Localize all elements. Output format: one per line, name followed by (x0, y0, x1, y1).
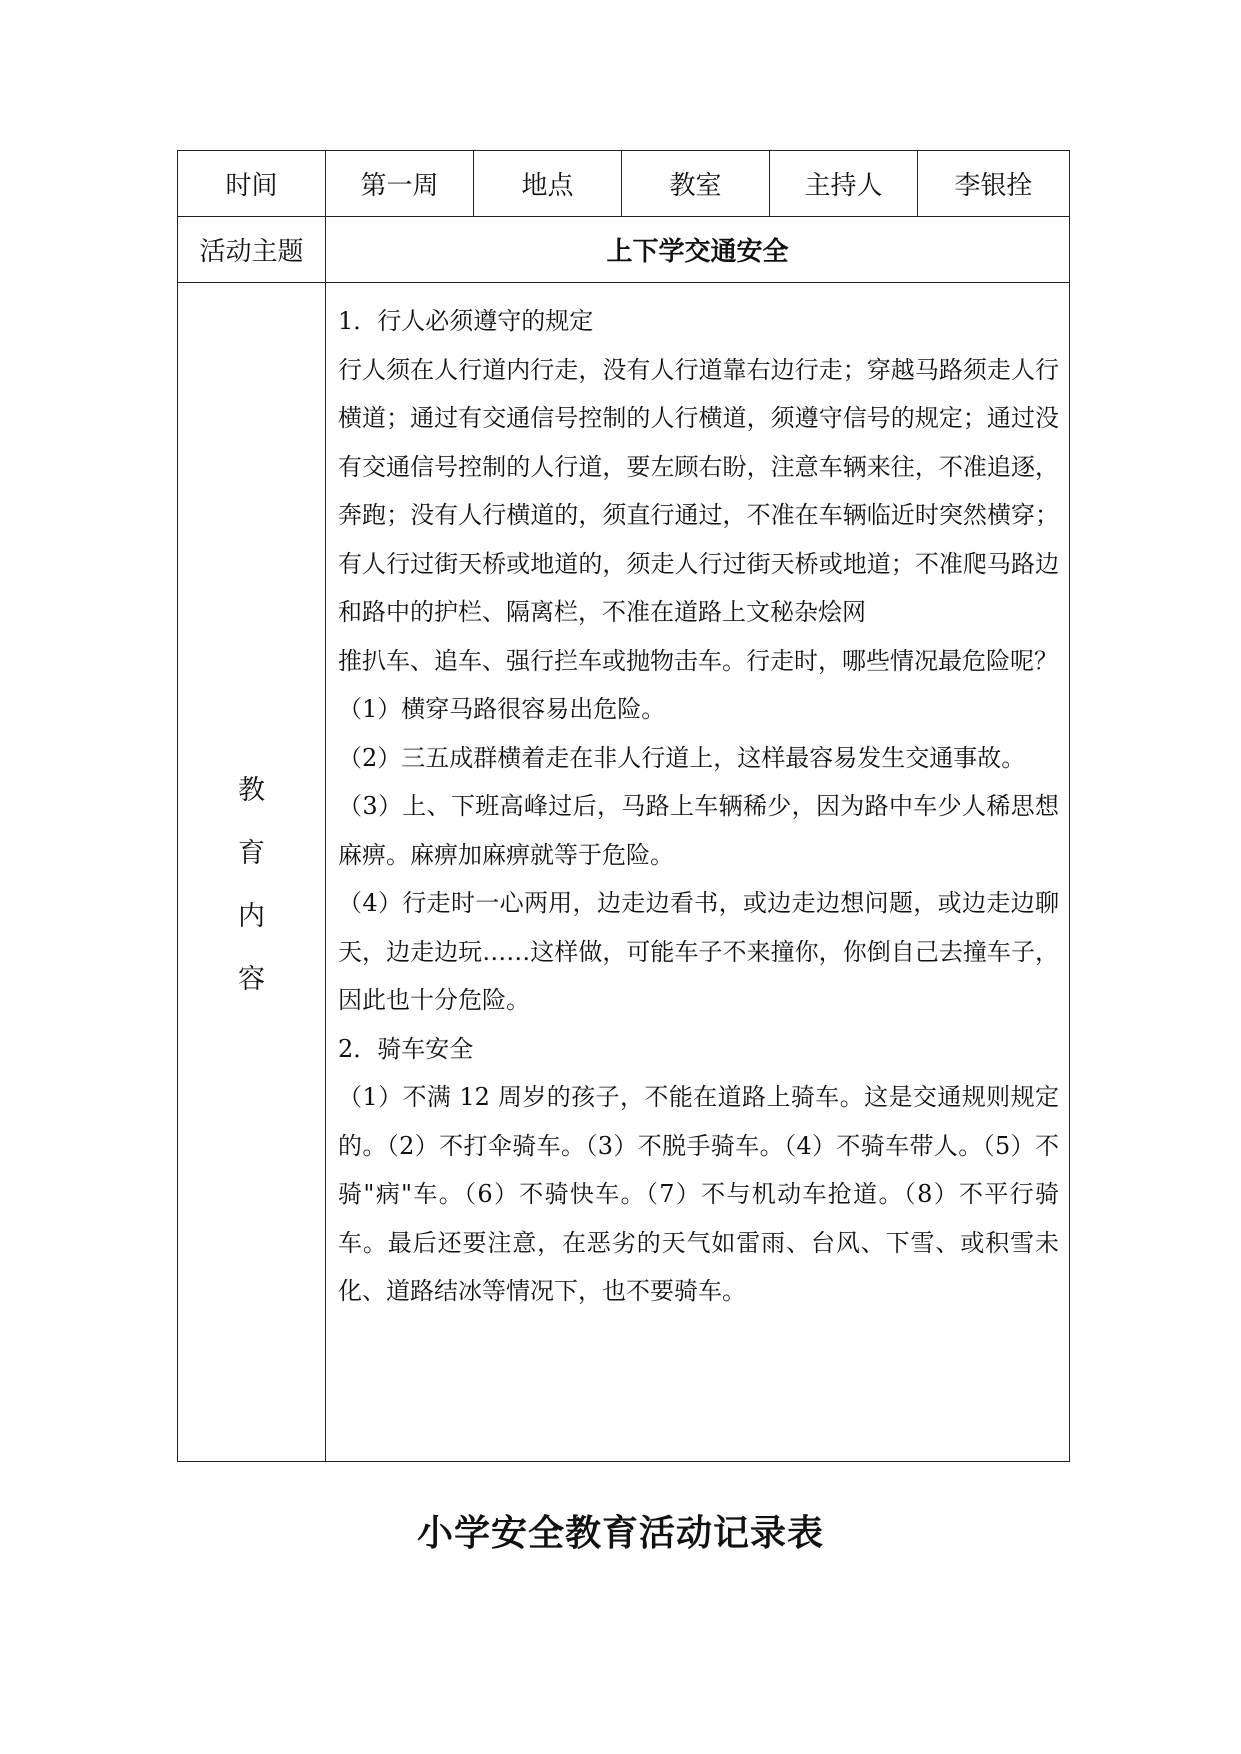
place-label: 地点 (474, 151, 622, 217)
host-label: 主持人 (770, 151, 918, 217)
content-label-char: 容 (238, 964, 265, 995)
education-content (326, 283, 1069, 1316)
content-item: （1）横穿马路很容易出危险。 (338, 695, 666, 723)
content-label-char: 教 (238, 775, 265, 806)
content-row (178, 283, 1070, 1462)
section-heading: 2．骑车安全 (338, 1034, 474, 1063)
activity-record-table (177, 150, 1070, 1462)
place-value: 教室 (622, 151, 770, 217)
section-heading: 1．行人必须遵守的规定 (338, 307, 594, 335)
content-label-char: 育 (238, 838, 265, 869)
host-value: 李银拴 (918, 151, 1070, 217)
topic-row (178, 217, 1070, 283)
content-paragraph: 推扒车、追车、强行拦车或抛物击车。行走时，哪些情况最危险呢？ (338, 646, 1058, 675)
content-paragraph: 行人须在人行道内行走，没有人行道靠右边行走；穿越马路须走人行横道；通过有交通信号控制的人行横道，须遵守信号的规定；通过没有交通信号控制的人行道，要左顾右盼，注意车辆来往，不准追逐，奔跑；没有人行横道的，须直行通过，不准在车辆临近时突然横穿；有人行过街天桥或地道的，须走人行过街天桥或地道；不准爬马路边和路中的护栏、隔离栏，不准在道路上文秘杂烩网 (338, 355, 1059, 626)
content-item: （4）行走时一心两用，边走边看书，或边走边想问题，或边走边聊天，边走边玩……这样做，可能车子不来撞你，你倒自己去撞车子，因此也十分危险。 (338, 889, 1059, 1014)
time-label: 时间 (178, 151, 326, 217)
content-item: （3）上、下班高峰过后，马路上车辆稀少，因为路中车少人稀思想麻痹。麻痹加麻痹就等于危险。 (338, 792, 1059, 869)
header-row (178, 151, 1070, 217)
content-paragraph: （1）不满 12 周岁的孩子，不能在道路上骑车。这是交通规则规定的。（2）不打伞骑车。（3）不脱手骑车。（4）不骑车带人。（5）不骑"病"车。（6）不骑快车。（7）不与机动车抢道。（8）不平行骑车。最后还要注意，在恶劣的天气如雷雨、台风、下雪、或积雪未化、道路结冰等情况下，也不要骑车。 (338, 1083, 1059, 1305)
document-title: 小学安全教育活动记录表 (416, 1512, 824, 1554)
topic-label: 活动主题 (178, 217, 326, 283)
content-label-cell (178, 283, 326, 1462)
topic-value: 上下学交通安全 (326, 217, 1070, 283)
content-cell (326, 283, 1070, 1462)
time-value: 第一周 (326, 151, 474, 217)
content-item: （2）三五成群横着走在非人行道上，这样最容易发生交通事故。 (338, 743, 1026, 772)
content-label (178, 768, 325, 996)
content-label-char: 内 (238, 901, 265, 932)
